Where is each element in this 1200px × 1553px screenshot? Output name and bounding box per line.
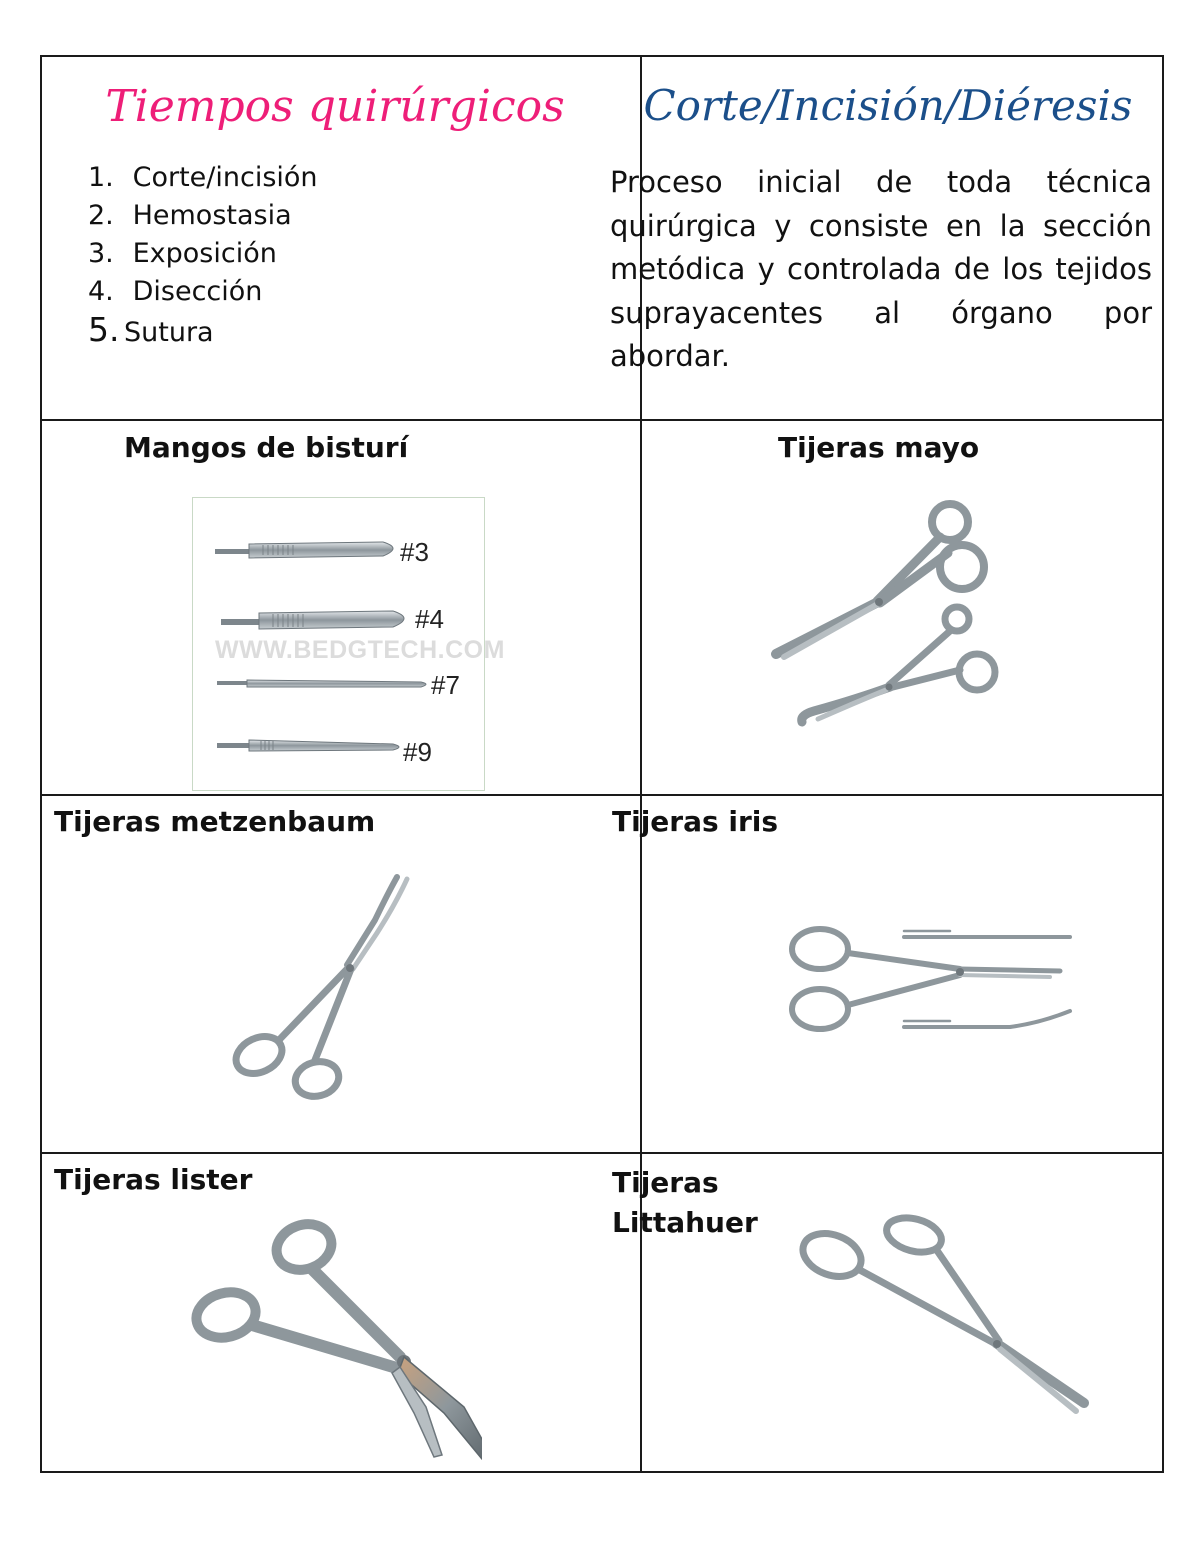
step-number: 4.: [88, 276, 114, 307]
iris-scissors: [792, 929, 1070, 1029]
step-label: Corte/incisión: [132, 162, 318, 193]
littahuer-title-line: Tijeras: [612, 1166, 719, 1199]
littahuer-stitch-scissors: [797, 1213, 1084, 1411]
tiempos-title: Tiempos quirúrgicos: [105, 81, 565, 132]
mayo-straight-scissors: [776, 504, 984, 657]
step-label: Sutura: [124, 317, 214, 348]
steps-list: [88, 159, 318, 352]
mayo-scissors-photo: [762, 489, 1002, 749]
row-divider: [42, 1152, 1162, 1154]
lister-title: Tijeras lister: [54, 1163, 253, 1196]
step-label: Hemostasia: [132, 200, 292, 231]
handle-label: #7: [431, 670, 460, 700]
list-item: [88, 159, 318, 197]
scalpel-handles-photo: [192, 497, 505, 791]
scalpel-handle-3: [215, 537, 429, 567]
lister-scissors-photo: [182, 1207, 482, 1467]
handle-label: #9: [403, 737, 432, 767]
list-item: [88, 235, 318, 273]
lister-bandage-scissors: [191, 1217, 411, 1369]
littahuer-scissors-photo: [794, 1213, 1094, 1423]
scalpel-handle-9: [217, 737, 432, 767]
iris-scissors-photo: [780, 915, 1080, 1045]
metzenbaum-scissors: [230, 877, 407, 1101]
list-item: [88, 197, 318, 235]
step-label: Disección: [132, 276, 263, 307]
corte-title: Corte/Incisión/Diéresis: [643, 81, 1133, 130]
row-divider: [42, 419, 1162, 421]
instrument-table: [40, 55, 1164, 1473]
step-number: 3.: [88, 238, 114, 269]
metzenbaum-title: Tijeras metzenbaum: [54, 805, 376, 838]
mayo-title: Tijeras mayo: [778, 431, 980, 464]
handle-label: #3: [400, 537, 429, 567]
step-label: Exposición: [132, 238, 277, 269]
list-item: [88, 273, 318, 311]
step-number: 5.: [88, 310, 120, 349]
step-number: 1.: [88, 162, 114, 193]
littahuer-title-line: Littahuer: [612, 1206, 758, 1239]
step-number: 2.: [88, 200, 114, 231]
metzenbaum-scissors-photo: [217, 865, 417, 1105]
iris-title: Tijeras iris: [612, 805, 779, 838]
mangos-title: Mangos de bisturí: [124, 431, 409, 464]
row-divider: [42, 794, 1162, 796]
littahuer-title: [612, 1163, 758, 1243]
corte-description: Proceso inicial de toda técnica quirúrgica y consiste en la sección metódica y controlada de los tejidos suprayacentes al órgano por abordar.: [610, 165, 1152, 373]
scalpel-handle-7: [217, 670, 460, 700]
scalpel-handle-4: [221, 604, 444, 634]
list-item: [88, 311, 318, 352]
handle-label: #4: [415, 604, 444, 634]
watermark-text: WWW.BEDGTECH.COM: [215, 636, 505, 664]
